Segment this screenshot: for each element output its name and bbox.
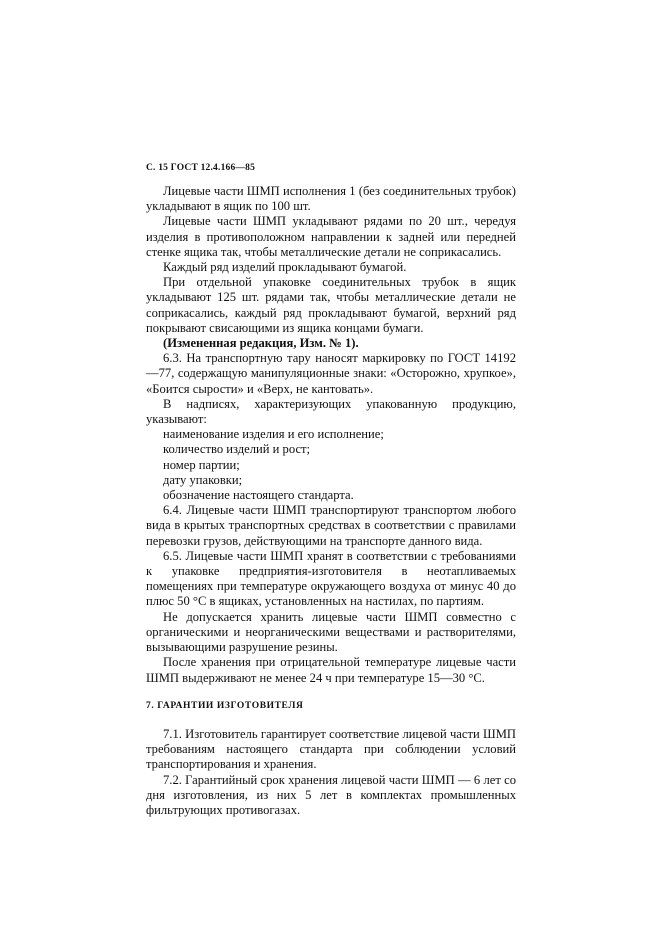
clause-7-1: 7.1. Изготовитель гарантирует соответствие лицевой части ШМП требованиям настоящего стандарта при соблюдении условий транспортирования и хранения. [146, 726, 516, 772]
paragraph: Лицевые части ШМП укладывают рядами по 20 шт., чередуя изделия в противоположном направлении к задней или передней стенке ящика так, чтобы металлические детали не соприкасались. [146, 214, 516, 259]
paragraph: При отдельной упаковке соединительных трубок в ящик укладывают 125 шт. рядами так, чтобы металлические детали не соприкасались, каждый ряд прокладывают бумагой, верхний ряд покрывают свисающими из ящика концами бумаги. [146, 275, 516, 335]
paragraph: В надписях, характеризующих упакованную продукцию, указывают: [146, 396, 516, 427]
list-item: наименование изделия и его исполнение; [163, 427, 384, 442]
amendment-note: (Измененная редакция, Изм. № 1). [163, 336, 359, 351]
paragraph: Лицевые части ШМП исполнения 1 (без соединительных трубок) укладывают в ящик по 100 шт. [146, 184, 516, 214]
list-item: количество изделий и рост; [163, 442, 311, 457]
clause-7-2: 7.2. Гарантийный срок хранения лицевой части ШМП — 6 лет со дня изготовления, из них 5 лет в комплектах промышленных фильтрующих противогазах. [146, 772, 516, 817]
list-item: дату упаковки; [163, 472, 243, 487]
list-item: номер партии; [163, 457, 240, 472]
page-header: С. 15 ГОСТ 12.4.166—85 [146, 163, 256, 173]
list-item: обозначение настоящего стандарта. [163, 488, 354, 503]
paragraph: Не допускается хранить лицевые части ШМП совместно с органическими и неорганическими веществами и растворителями, вызывающими разрушение резины. [146, 609, 516, 655]
clause-6-3: 6.3. На транспортную тару наносят маркировку по ГОСТ 14192—77, содержащую манипуляционные знаки: «Осторожно, хрупкое», «Боится сырости» и «Верх, не кантовать». [146, 351, 516, 396]
clause-6-5: 6.5. Лицевые части ШМП хранят в соответствии с требованиями к упаковке предприятия-изготовителя в неотапливаемых помещениях при температуре окружающего воздуха от минус 40 до плюс 50 °С в ящиках, установленных на настилах, по партиям. [146, 548, 516, 609]
section-title: 7. ГАРАНТИИ ИЗГОТОВИТЕЛЯ [146, 700, 304, 711]
clause-6-4: 6.4. Лицевые части ШМП транспортируют транспортом любого вида в крытых транспортных средствах в соответствии с правилами перевозки грузов, действующими на транспорте данного вида. [146, 503, 516, 548]
paragraph: Каждый ряд изделий прокладывают бумагой. [163, 260, 407, 275]
paragraph: После хранения при отрицательной температуре лицевые части ШМП выдерживают не менее 24 ч при температуре 15—30 °С. [146, 655, 516, 685]
document-body [146, 184, 516, 818]
